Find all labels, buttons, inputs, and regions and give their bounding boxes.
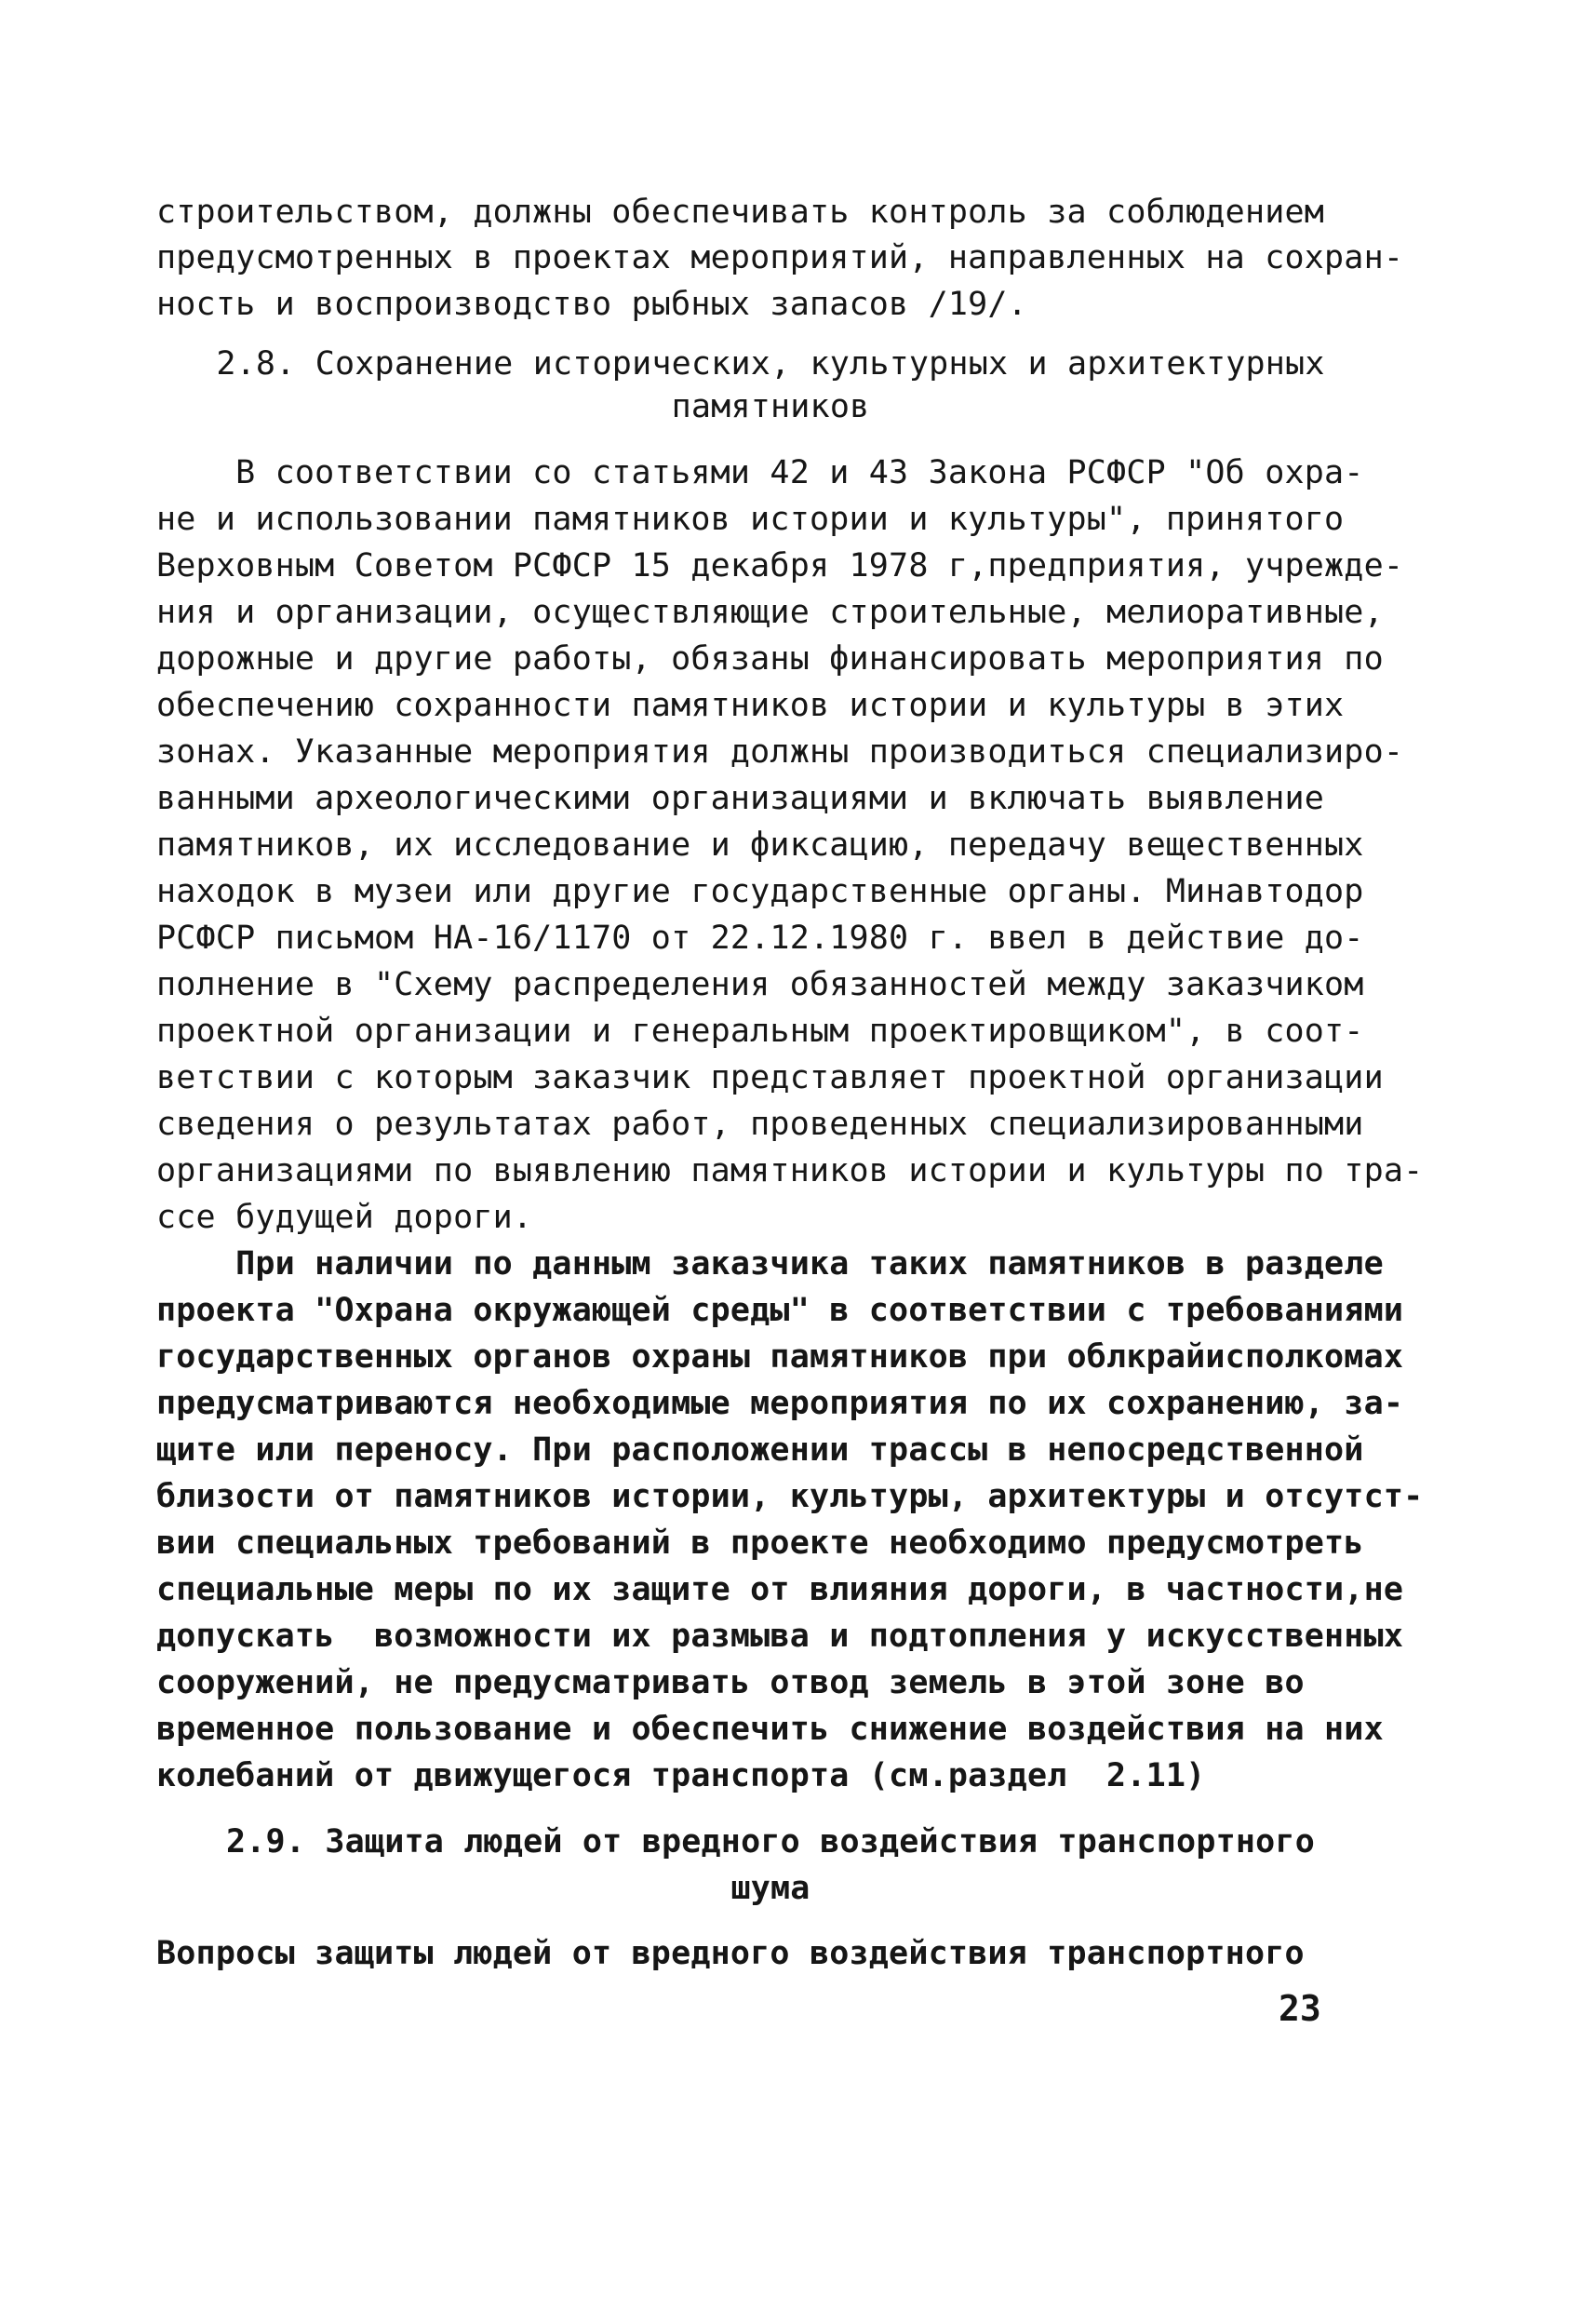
paragraph-line: ванными археологическими организациями и включать выявление [156,780,1325,817]
paragraph-line: не и использовании памятников истории и культуры", принятого [156,501,1345,538]
paragraph-line: близости от памятников истории, культуры, архитектуры и отсутст- [156,1478,1424,1515]
section-heading: 2.8. Сохранение исторических, культурных и архитектурных [216,345,1325,383]
paragraph-line: временное пользование и обеспечить снижение воздействия на них [156,1711,1384,1748]
paragraph-line: проекта "Охрана окружающей среды" в соответствии с требованиями [156,1292,1404,1329]
paragraph-line: Вопросы защиты людей от вредного воздействия транспортного [156,1935,1305,1972]
section-heading: памятников [671,388,870,425]
paragraph-line: обеспечению сохранности памятников истории и культуры в этих [156,687,1345,724]
paragraph-line: Верховным Советом РСФСР 15 декабря 1978 г,предприятия, учрежде- [156,547,1404,584]
paragraph-line: ния и организации, осуществляющие строительные, мелиоративные, [156,594,1384,631]
section-heading: 2.9. Защита людей от вредного воздействия транспортного [226,1823,1315,1861]
paragraph-line: колебаний от движущегося транспорта (см.раздел 2.11) [156,1757,1206,1794]
paragraph-line: сооружений, не предусматривать отвод земель в этой зоне во [156,1664,1305,1701]
text-line: ность и воспроизводство рыбных запасов /19/. [156,286,1027,323]
section-heading: шума [730,1870,810,1907]
paragraph-line: дорожные и другие работы, обязаны финансировать мероприятия по [156,640,1384,678]
paragraph-line: памятников, их исследование и фиксацию, передачу вещественных [156,826,1364,864]
paragraph-line: вии специальных требований в проекте необходимо предусмотреть [156,1525,1364,1562]
paragraph-line: организациями по выявлению памятников истории и культуры по тра- [156,1152,1424,1189]
paragraph-line: РСФСР письмом НА-16/1170 от 22.12.1980 г. ввел в действие до- [156,920,1364,957]
paragraph-line: ссе будущей дороги. [156,1199,533,1236]
paragraph-line: В соответствии со статьями 42 и 43 Закона РСФСР "Об охра- [156,454,1364,491]
paragraph-line: допускать возможности их размыва и подтопления у искусственных [156,1618,1404,1655]
paragraph-line: находок в музеи или другие государственные органы. Минавтодор [156,873,1364,910]
paragraph-line: ветствии с которым заказчик представляет проектной организации [156,1059,1384,1096]
paragraph-line: зонах. Указанные мероприятия должны производиться специализиро- [156,733,1404,771]
text-line: предусмотренных в проектах мероприятий, направленных на сохран- [156,239,1404,276]
page-number: 23 [1279,1988,1321,2029]
paragraph-line: специальные меры по их защите от влияния дороги, в частности,не [156,1571,1404,1608]
paragraph-line: государственных органов охраны памятников при облкрайисполкомах [156,1338,1404,1376]
paragraph-line: полнение в "Схему распределения обязанностей между заказчиком [156,966,1364,1003]
text-line: строительством, должны обеспечивать контроль за соблюдением [156,194,1325,231]
paragraph-line: проектной организации и генеральным проектировщиком", в соот- [156,1013,1364,1050]
paragraph-line: щите или переносу. При расположении трассы в непосредственной [156,1431,1364,1469]
paragraph-line: При наличии по данным заказчика таких памятников в разделе [156,1245,1384,1283]
paragraph-line: предусматриваются необходимые мероприятия по их сохранению, за- [156,1385,1404,1422]
paragraph-line: сведения о результатах работ, проведенных специализированными [156,1106,1364,1143]
